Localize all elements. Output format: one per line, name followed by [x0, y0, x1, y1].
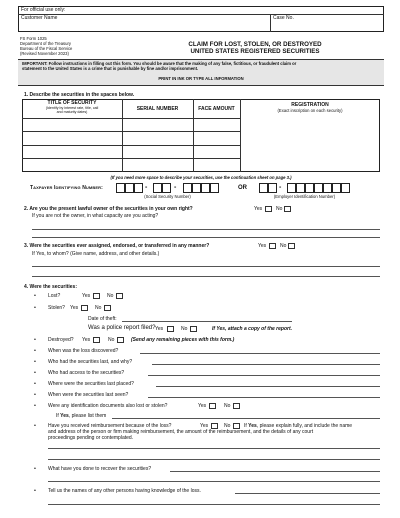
print-instruction: PRINT IN INK OR TYPE ALL INFORMATION: [158, 76, 244, 81]
bullet: •: [34, 403, 36, 409]
ssn-caption: (Social Security Number): [144, 194, 191, 199]
q3-answer-line[interactable]: [32, 266, 380, 267]
id-list-label: [56, 413, 106, 419]
col-registration-sub: (Exact inscription on each security): [277, 108, 343, 113]
police-report-note: If Yes, attach a copy of the report.: [212, 326, 293, 332]
ein-dash: -: [279, 184, 282, 191]
q2-no-label: No: [276, 206, 283, 212]
recover-label: What have you done to recover the securities?: [48, 466, 152, 472]
lost-yes-label: Yes: [82, 293, 91, 299]
tin-label: Taxpayer Identifying Number:: [30, 185, 103, 191]
q4-label: 4. Were the securities:: [24, 284, 77, 290]
police-no-checkbox[interactable]: [190, 326, 197, 332]
lost-yes-checkbox[interactable]: [93, 293, 100, 299]
when-seen-label: When were the securities last seen?: [48, 392, 129, 398]
when-discovered-field[interactable]: [140, 353, 380, 354]
who-access-label: Who had access to the securities?: [48, 370, 125, 376]
q3-followup: If Yes, to whom? (Give name, address, and other details.): [32, 251, 160, 257]
table-row[interactable]: [23, 146, 239, 158]
lost-no-label: No: [107, 293, 114, 299]
lost-label: Lost?: [48, 293, 61, 299]
col-serial-number: SERIAL NUMBER: [136, 106, 179, 112]
bureau: Bureau of the Fiscal Service: [20, 46, 73, 51]
id-docs-label: Were any identification documents also lost or stolen?: [48, 403, 168, 409]
stolen-yes-checkbox[interactable]: [81, 305, 88, 311]
official-use-label: For official use only:: [21, 7, 66, 13]
stolen-yes-label: Yes: [70, 305, 79, 311]
bullet: •: [34, 423, 36, 429]
customer-name-label: Customer Name: [21, 15, 58, 21]
form-title-line2: UNITED STATES REGISTERED SECURITIES: [190, 48, 320, 55]
bullet: •: [34, 488, 36, 494]
ein-digit[interactable]: [341, 183, 350, 193]
lost-no-checkbox[interactable]: [116, 293, 123, 299]
reimb-yes-word: Yes: [248, 423, 257, 429]
ssn-digit[interactable]: [125, 183, 134, 193]
reimb-question: Have you received reimbursement because of the loss?: [48, 423, 172, 429]
destroyed-label: Destroyed?: [48, 337, 74, 343]
col-face-amount: FACE AMOUNT: [198, 106, 235, 112]
q2-yes-label: Yes: [254, 206, 263, 212]
stolen-no-checkbox[interactable]: [104, 305, 111, 311]
q2-label: 2. Are you the present lawful owner of the securities in your own right?: [24, 206, 193, 212]
ein-digit[interactable]: [332, 183, 341, 193]
col-title-sub2: and maturity dates): [56, 110, 88, 114]
q2-answer-line[interactable]: [32, 229, 380, 230]
id-docs-yes-checkbox[interactable]: [209, 403, 216, 409]
who-had-label: Who had the securities last, and why?: [48, 359, 133, 365]
q2-answer-line[interactable]: [32, 237, 380, 238]
destroyed-note: (Send any remaining pieces with this form.): [131, 337, 235, 343]
reimb-explain-line2: and address of the person or firm making reimbursement, the amount of the reimbursement, and the details of any court: [48, 429, 314, 435]
stolen-no-label: No: [95, 305, 102, 311]
col-title-of-security: TITLE OF SECURITY: [47, 100, 97, 106]
bullet: •: [34, 392, 36, 398]
ssn-dash: -: [145, 184, 148, 191]
q3-answer-line[interactable]: [32, 276, 380, 277]
who-access-field[interactable]: [148, 375, 380, 376]
col-registration: REGISTRATION: [291, 102, 329, 108]
ssn-digit[interactable]: [153, 183, 162, 193]
reimb-line1-text: , please explain fully, and include the name: [256, 423, 353, 429]
stolen-label: Stolen?: [48, 305, 65, 311]
recover-field[interactable]: [170, 471, 380, 472]
destroyed-yes-label: Yes: [82, 337, 91, 343]
ein-digit[interactable]: [323, 183, 332, 193]
q3-no-label: No: [280, 243, 287, 249]
ein-digit[interactable]: [268, 183, 277, 193]
ein-digit[interactable]: [259, 183, 268, 193]
ssn-digit[interactable]: [201, 183, 210, 193]
ein-caption: (Employer Identification Number): [273, 194, 336, 199]
bullet: •: [34, 381, 36, 387]
bullet: •: [34, 293, 36, 299]
id-docs-yes-label: Yes: [198, 403, 207, 409]
ein-digit[interactable]: [305, 183, 314, 193]
q3-yes-checkbox[interactable]: [269, 243, 276, 249]
important-notice-line1: IMPORTANT: Follow instructions in filling out this form. You should be aware that the making of any false, fictitious, or fraudulent claim or: [22, 61, 297, 66]
bullet: •: [34, 370, 36, 376]
ein-digit[interactable]: [287, 183, 296, 193]
ssn-digit[interactable]: [210, 183, 219, 193]
department: Department of the Treasury: [20, 41, 71, 46]
date-of-theft-label: Date of theft:: [88, 316, 117, 322]
id-list-yes: Yes: [60, 413, 69, 419]
ein-digit[interactable]: [296, 183, 305, 193]
ssn-digit[interactable]: [162, 183, 171, 193]
q3-no-checkbox[interactable]: [288, 243, 295, 249]
q1-label: 1. Describe the securities in the spaces below.: [24, 92, 135, 98]
date-of-theft-field[interactable]: [122, 321, 292, 322]
ssn-digit[interactable]: [134, 183, 143, 193]
tell-us-answer-line[interactable]: [48, 504, 380, 505]
id-list-prefix: If: [56, 413, 59, 419]
id-list-suffix: , please list them: [68, 413, 107, 419]
col-title-sub1: (Identify by interest rate, title, call: [45, 106, 99, 110]
important-notice-line2: statement to the United States is a crime that is punishable by fine and/or imprisonment.: [22, 66, 199, 71]
ssn-digit[interactable]: [116, 183, 125, 193]
destroyed-no-checkbox[interactable]: [117, 337, 124, 343]
bullet: •: [34, 305, 36, 311]
q2-followup: If you are not the owner, in what capacity are you acting?: [32, 213, 159, 219]
bullet: •: [34, 348, 36, 354]
ssn-digit[interactable]: [183, 183, 192, 193]
reimb-no-label: No: [224, 423, 231, 429]
when-seen-field[interactable]: [148, 397, 380, 398]
q3-label: 3. Were the securities ever assigned, endorsed, or transferred in any manner?: [24, 243, 210, 249]
where-placed-label: Where were the securities last placed?: [48, 381, 134, 387]
q3-yes-label: Yes: [258, 243, 267, 249]
police-report-label: Was a police report filed?: [88, 325, 156, 331]
form-number: FS Form 1025: [20, 36, 47, 41]
police-no-label: No: [181, 326, 188, 332]
continuation-note: (If you need more space to describe your securities, use the continuation sheet on page 3.): [110, 175, 292, 180]
ein-digit[interactable]: [314, 183, 323, 193]
bullet: •: [34, 359, 36, 365]
where-placed-field[interactable]: [156, 386, 380, 387]
registration-field[interactable]: [241, 117, 379, 171]
revision-date: (Revised November 2023): [20, 51, 69, 56]
tell-us-label: Tell us the names of any other persons having knowledge of the loss.: [48, 488, 201, 494]
q2-no-checkbox[interactable]: [284, 206, 291, 212]
reimb-answer-line[interactable]: [48, 459, 380, 460]
reimb-explain-line3: proceedings pending or contemplated.: [48, 435, 134, 441]
who-had-field[interactable]: [152, 364, 380, 365]
when-discovered-label: When was the loss discovered?: [48, 348, 119, 354]
id-docs-no-checkbox[interactable]: [233, 403, 240, 409]
case-no-label: Case No.: [273, 15, 294, 21]
id-list-field[interactable]: [112, 418, 380, 419]
tell-us-field[interactable]: [235, 493, 380, 494]
table-row[interactable]: [23, 132, 239, 144]
ssn-dash: -: [174, 184, 177, 191]
bullet: •: [34, 337, 36, 343]
q2-yes-checkbox[interactable]: [265, 206, 272, 212]
bullet: •: [34, 466, 36, 472]
destroyed-no-label: No: [108, 337, 115, 343]
reimb-if: If: [244, 423, 247, 429]
or-label: OR: [238, 185, 247, 191]
ssn-digit[interactable]: [192, 183, 201, 193]
table-row[interactable]: [23, 119, 239, 131]
police-yes-checkbox[interactable]: [167, 326, 174, 332]
form-title-line1: CLAIM FOR LOST, STOLEN, OR DESTROYED: [188, 41, 322, 48]
customer-name-field[interactable]: [20, 21, 268, 31]
reimb-answer-line[interactable]: [48, 448, 380, 449]
id-docs-no-label: No: [224, 403, 231, 409]
case-no-field[interactable]: [272, 21, 382, 31]
table-row[interactable]: [23, 159, 239, 171]
reimb-yes-label: Yes: [200, 423, 209, 429]
police-yes-label: Yes: [155, 326, 164, 332]
recover-answer-line[interactable]: [48, 481, 380, 482]
destroyed-yes-checkbox[interactable]: [93, 337, 100, 343]
